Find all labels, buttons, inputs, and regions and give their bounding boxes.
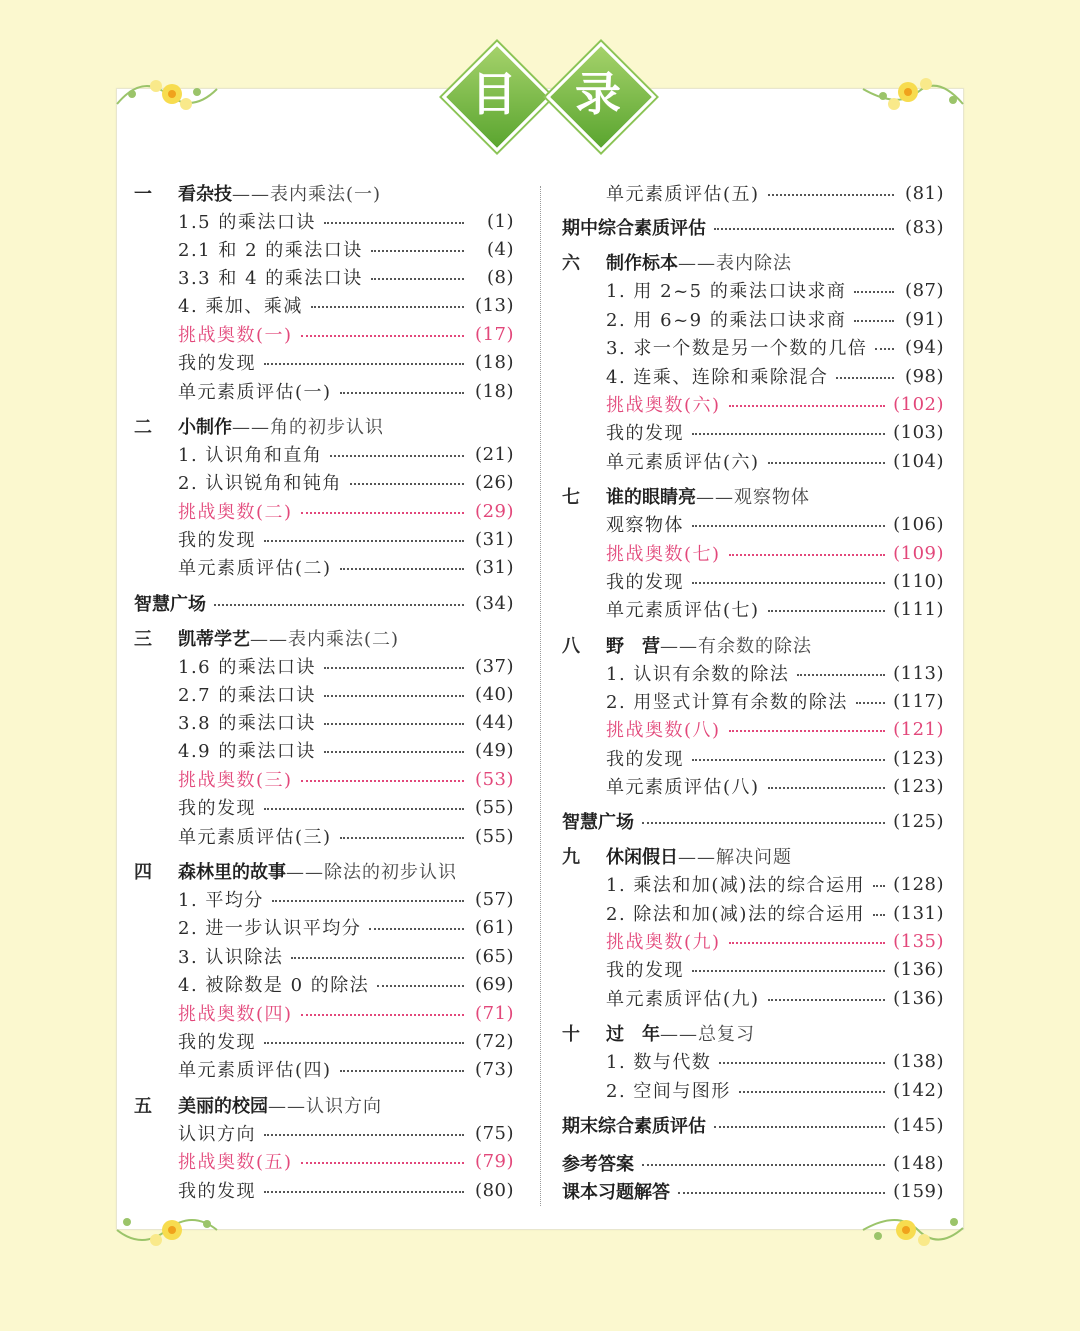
dot-leader <box>301 512 464 514</box>
toc-entry[interactable] <box>606 418 944 446</box>
toc-entry-label: 4. 连乘、连除和乘除混合 <box>606 367 829 388</box>
dot-leader <box>692 759 885 761</box>
dot-leader <box>324 751 464 753</box>
toc-entry[interactable] <box>178 1176 514 1204</box>
toc-entry-label: 3.3 和 4 的乘法口诀 <box>178 268 363 289</box>
chapter-subtitle: ——认识方向 <box>268 1096 382 1117</box>
toc-entry[interactable] <box>178 207 514 235</box>
toc-entry[interactable] <box>606 899 944 927</box>
toc-entry-challenge[interactable] <box>178 765 514 793</box>
toc-chapter-heading[interactable] <box>562 842 944 870</box>
toc-entry[interactable] <box>606 1076 944 1104</box>
page-number: (17) <box>475 323 514 345</box>
page-number: (79) <box>475 1150 514 1172</box>
chapter-subtitle: ——角的初步认识 <box>232 417 384 438</box>
toc-entry-label: 单元素质评估(九) <box>606 989 760 1010</box>
toc-entry[interactable] <box>606 1047 944 1075</box>
dot-leader <box>340 837 464 839</box>
page-number: (113) <box>893 662 944 684</box>
toc-chapter-heading[interactable] <box>562 482 944 510</box>
page-number: (138) <box>893 1050 944 1072</box>
chapter-subtitle: ——解决问题 <box>678 847 792 868</box>
page-number: (136) <box>893 958 944 980</box>
page-number: (69) <box>475 973 514 995</box>
toc-entry-label: 期末综合素质评估 <box>562 1116 706 1137</box>
toc-entry-special[interactable] <box>562 1149 944 1177</box>
page-number: (61) <box>475 916 514 938</box>
dot-leader <box>264 1042 464 1044</box>
dot-leader <box>330 455 464 457</box>
toc-entry-label: 挑战奥数(四) <box>178 1004 293 1025</box>
toc-entry-label: 1. 用 2~5 的乘法口诀求商 <box>606 281 847 302</box>
page-number: (131) <box>893 902 944 924</box>
toc-entry-label: 2. 进一步认识平均分 <box>178 918 362 939</box>
chapter-subtitle: ——表内乘法(一) <box>232 184 382 205</box>
dot-leader <box>768 462 886 464</box>
dot-leader <box>873 914 885 916</box>
dot-leader <box>692 433 885 435</box>
page-number: (26) <box>475 471 514 493</box>
page-number: (55) <box>475 825 514 847</box>
toc-entry-label: 1. 平均分 <box>178 890 264 911</box>
dot-leader <box>768 787 886 789</box>
title-diamond <box>552 48 644 140</box>
dot-leader <box>340 1070 464 1072</box>
dot-leader <box>768 610 886 612</box>
toc-entry-label: 1. 数与代数 <box>606 1052 712 1073</box>
toc-entry-label: 1. 认识角和直角 <box>178 445 323 466</box>
chapter-number: 四 <box>134 862 152 883</box>
dot-leader <box>264 363 464 365</box>
dot-leader <box>729 405 886 407</box>
dot-leader <box>264 808 464 810</box>
title-char: 目 <box>471 67 517 121</box>
dot-leader <box>692 970 885 972</box>
toc-entry-label: 1.6 的乘法口诀 <box>178 657 316 678</box>
page-number: (83) <box>905 216 944 238</box>
toc-entry-label: 3.8 的乘法口诀 <box>178 713 316 734</box>
page-number: (81) <box>905 182 944 204</box>
dot-leader <box>291 957 464 959</box>
toc-entry-label: 我的发现 <box>606 960 684 981</box>
toc-entry[interactable] <box>606 276 944 304</box>
dot-leader <box>350 483 464 485</box>
chapter-number: 一 <box>134 184 152 205</box>
toc-entry-challenge[interactable] <box>606 390 944 418</box>
toc-chapter-heading[interactable] <box>134 412 514 440</box>
page-number: (148) <box>893 1152 944 1174</box>
toc-entry-label: 挑战奥数(三) <box>178 770 293 791</box>
column-divider <box>540 186 541 1206</box>
page-number: (142) <box>893 1079 944 1101</box>
toc-entry-label: 挑战奥数(六) <box>606 395 721 416</box>
dot-leader <box>692 582 885 584</box>
toc-entry-label: 单元素质评估(五) <box>606 184 760 205</box>
toc-entry-label: 单元素质评估(六) <box>606 452 760 473</box>
page-number: (1) <box>487 210 514 232</box>
toc-entry[interactable] <box>606 510 944 538</box>
toc-entry[interactable] <box>178 1055 514 1083</box>
toc-chapter-heading[interactable] <box>134 1091 514 1119</box>
dot-leader <box>642 1164 885 1166</box>
dot-leader <box>272 900 464 902</box>
dot-leader <box>324 222 464 224</box>
chapter-subtitle: ——总复习 <box>660 1024 755 1045</box>
toc-entry-label: 我的发现 <box>178 353 256 374</box>
toc-entry-label: 4. 乘加、乘减 <box>178 296 303 317</box>
toc-entry-label: 2.7 的乘法口诀 <box>178 685 316 706</box>
toc-entry[interactable] <box>606 870 944 898</box>
toc-entry-label: 单元素质评估(八) <box>606 777 760 798</box>
dot-leader <box>873 885 885 887</box>
dot-leader <box>797 674 885 676</box>
page-number: (111) <box>893 598 944 620</box>
toc-chapter-heading[interactable] <box>134 857 514 885</box>
toc-entry-label: 我的发现 <box>178 1181 256 1202</box>
toc-entry-label: 我的发现 <box>178 530 256 551</box>
page-number: (65) <box>475 945 514 967</box>
toc-entry-label: 挑战奥数(九) <box>606 932 721 953</box>
page-number: (31) <box>475 528 514 550</box>
toc-entry[interactable] <box>178 1027 514 1055</box>
page-number: (159) <box>893 1180 944 1202</box>
page-number: (104) <box>893 450 944 472</box>
toc-entry-label: 我的发现 <box>178 798 256 819</box>
toc-entry-label: 课本习题解答 <box>562 1182 670 1203</box>
page-number: (4) <box>487 238 514 260</box>
toc-entry-label: 4. 被除数是 0 的除法 <box>178 975 370 996</box>
toc-entry-label: 单元素质评估(二) <box>178 558 332 579</box>
page-number: (18) <box>475 380 514 402</box>
chapter-number: 七 <box>562 487 580 508</box>
toc-entry[interactable] <box>178 913 514 941</box>
page-number: (103) <box>893 421 944 443</box>
toc-entry-challenge[interactable] <box>178 497 514 525</box>
page-number: (121) <box>893 718 944 740</box>
page-number: (49) <box>475 739 514 761</box>
toc-entry[interactable] <box>178 468 514 496</box>
toc-entry-challenge[interactable] <box>178 999 514 1027</box>
dot-leader <box>311 306 464 308</box>
chapter-title: 凯蒂学艺 <box>178 629 250 650</box>
page-number: (44) <box>475 711 514 733</box>
chapter-title: 休闲假日 <box>606 847 678 868</box>
toc-entry[interactable] <box>178 942 514 970</box>
toc-entry-label: 3. 求一个数是另一个数的几倍 <box>606 338 868 359</box>
page-number: (106) <box>893 513 944 535</box>
dot-leader <box>729 942 886 944</box>
toc-entry-label: 4.9 的乘法口诀 <box>178 741 316 762</box>
toc-entry-challenge[interactable] <box>606 715 944 743</box>
page-number: (34) <box>475 592 514 614</box>
toc-entry-challenge[interactable] <box>606 927 944 955</box>
dot-leader <box>854 320 894 322</box>
chapter-subtitle: ——观察物体 <box>696 487 810 508</box>
toc-chapter-heading[interactable] <box>134 179 514 207</box>
toc-entry[interactable] <box>178 1119 514 1147</box>
toc-chapter-heading[interactable] <box>562 1019 944 1047</box>
page-number: (29) <box>475 500 514 522</box>
toc-entry-special[interactable] <box>562 213 944 241</box>
toc-entry[interactable] <box>606 772 944 800</box>
page-number: (73) <box>475 1058 514 1080</box>
toc-entry-challenge[interactable] <box>178 320 514 348</box>
dot-leader <box>301 780 464 782</box>
toc-entry-special[interactable] <box>562 1177 944 1205</box>
toc-entry[interactable] <box>178 348 514 376</box>
toc-entry-label: 2.1 和 2 的乘法口诀 <box>178 240 363 261</box>
toc-entry-label: 挑战奥数(五) <box>178 1152 293 1173</box>
dot-leader <box>324 723 464 725</box>
toc-entry-label: 单元素质评估(一) <box>178 382 332 403</box>
toc-entry-special[interactable] <box>134 589 514 617</box>
chapter-title: 制作标本 <box>606 253 678 274</box>
toc-entry[interactable] <box>606 567 944 595</box>
toc-entry[interactable] <box>178 680 514 708</box>
page-number: (128) <box>893 873 944 895</box>
page-number: (21) <box>475 443 514 465</box>
toc-entry[interactable] <box>178 793 514 821</box>
page-number: (91) <box>905 308 944 330</box>
toc-entry-label: 2. 用 6~9 的乘法口诀求商 <box>606 310 847 331</box>
toc-entry[interactable] <box>606 362 944 390</box>
page-number: (37) <box>475 655 514 677</box>
dot-leader <box>678 1192 885 1194</box>
toc-entry-label: 2. 除法和加(减)法的综合运用 <box>606 904 865 925</box>
toc-entry-label: 挑战奥数(八) <box>606 720 721 741</box>
dot-leader <box>301 335 464 337</box>
toc-entry-label: 我的发现 <box>606 749 684 770</box>
toc-entry-label: 智慧广场 <box>562 812 634 833</box>
toc-entry[interactable] <box>178 652 514 680</box>
dot-leader <box>856 702 885 704</box>
page-number: (87) <box>905 279 944 301</box>
dot-leader <box>714 228 894 230</box>
page-number: (109) <box>893 542 944 564</box>
chapter-subtitle: ——表内除法 <box>678 253 792 274</box>
dot-leader <box>340 392 464 394</box>
toc-entry[interactable] <box>178 235 514 263</box>
toc-entry[interactable] <box>178 822 514 850</box>
toc-chapter-heading[interactable] <box>562 248 944 276</box>
page-number: (117) <box>893 690 944 712</box>
dot-leader <box>719 1062 885 1064</box>
chapter-number: 十 <box>562 1024 580 1045</box>
dot-leader <box>729 730 886 732</box>
dot-leader <box>264 540 464 542</box>
dot-leader <box>264 1134 464 1136</box>
toc-entry-label: 单元素质评估(四) <box>178 1060 332 1081</box>
page-number: (13) <box>475 294 514 316</box>
chapter-title: 小制作 <box>178 417 232 438</box>
page-number: (125) <box>893 810 944 832</box>
dot-leader <box>340 568 464 570</box>
toc-entry-label: 单元素质评估(七) <box>606 600 760 621</box>
chapter-title: 过 年 <box>606 1024 660 1045</box>
title-diamond <box>448 48 540 140</box>
toc-entry[interactable] <box>178 377 514 405</box>
dot-leader <box>836 377 894 379</box>
dot-leader <box>768 194 894 196</box>
toc-entry[interactable] <box>178 970 514 998</box>
toc-entry[interactable] <box>606 447 944 475</box>
toc-entry[interactable] <box>606 659 944 687</box>
dot-leader <box>739 1091 885 1093</box>
toc-entry-label: 参考答案 <box>562 1154 634 1175</box>
page-number: (31) <box>475 556 514 578</box>
toc-entry-challenge[interactable] <box>606 539 944 567</box>
toc-entry[interactable] <box>606 305 944 333</box>
dot-leader <box>371 250 464 252</box>
toc-entry-label: 2. 用竖式计算有余数的除法 <box>606 692 848 713</box>
toc-entry-special[interactable] <box>562 807 944 835</box>
page-number: (75) <box>475 1122 514 1144</box>
dot-leader <box>854 291 894 293</box>
dot-leader <box>642 822 885 824</box>
toc-entry-label: 挑战奥数(二) <box>178 502 293 523</box>
dot-leader <box>214 604 464 606</box>
page-number: (71) <box>475 1002 514 1024</box>
toc-chapter-heading[interactable] <box>134 624 514 652</box>
toc-entry-label: 1. 认识有余数的除法 <box>606 664 790 685</box>
dot-leader <box>369 928 464 930</box>
chapter-number: 八 <box>562 636 580 657</box>
toc-entry[interactable] <box>606 687 944 715</box>
page-title <box>444 44 654 144</box>
flower-vine-icon <box>112 1200 222 1260</box>
dot-leader <box>301 1014 464 1016</box>
page-number: (110) <box>893 570 944 592</box>
chapter-number: 三 <box>134 629 152 650</box>
toc-entry-label: 3. 认识除法 <box>178 947 284 968</box>
dot-leader <box>875 348 894 350</box>
toc-entry[interactable] <box>606 955 944 983</box>
toc-entry-label: 单元素质评估(三) <box>178 827 332 848</box>
toc-entry[interactable] <box>606 984 944 1012</box>
page-number: (94) <box>905 336 944 358</box>
chapter-number: 九 <box>562 847 580 868</box>
flower-vine-icon <box>112 64 222 124</box>
toc-entry[interactable] <box>606 333 944 361</box>
dot-leader <box>377 985 464 987</box>
toc-entry-label: 观察物体 <box>606 515 684 536</box>
page-number: (18) <box>475 351 514 373</box>
chapter-title: 美丽的校园 <box>178 1096 268 1117</box>
toc-entry-label: 挑战奥数(七) <box>606 544 721 565</box>
dot-leader <box>301 1162 464 1164</box>
page-number: (102) <box>893 393 944 415</box>
chapter-title: 野 营 <box>606 636 660 657</box>
toc-entry[interactable] <box>178 525 514 553</box>
page-number: (40) <box>475 683 514 705</box>
dot-leader <box>324 667 464 669</box>
dot-leader <box>264 1191 464 1193</box>
chapter-title: 谁的眼睛亮 <box>606 487 696 508</box>
page-number: (53) <box>475 768 514 790</box>
chapter-subtitle: ——有余数的除法 <box>660 636 812 657</box>
toc-entry-label: 1.5 的乘法口诀 <box>178 212 316 233</box>
toc-entry[interactable] <box>178 440 514 468</box>
dot-leader <box>371 278 464 280</box>
chapter-title: 森林里的故事 <box>178 862 286 883</box>
toc-entry[interactable] <box>178 736 514 764</box>
toc-entry[interactable] <box>606 595 944 623</box>
toc-entry-label: 我的发现 <box>606 423 684 444</box>
chapter-number: 二 <box>134 417 152 438</box>
toc-entry[interactable] <box>178 291 514 319</box>
toc-entry-label: 智慧广场 <box>134 594 206 615</box>
flower-vine-icon <box>858 64 968 124</box>
page-number: (80) <box>475 1179 514 1201</box>
dot-leader <box>324 695 464 697</box>
page-number: (72) <box>475 1030 514 1052</box>
page-number: (123) <box>893 775 944 797</box>
toc-entry[interactable] <box>178 885 514 913</box>
page-number: (8) <box>487 266 514 288</box>
toc-entry-label: 我的发现 <box>178 1032 256 1053</box>
page-number: (135) <box>893 930 944 952</box>
page-number: (55) <box>475 796 514 818</box>
toc-entry[interactable] <box>178 263 514 291</box>
page-number: (57) <box>475 888 514 910</box>
toc-entry-label: 2. 空间与图形 <box>606 1081 731 1102</box>
toc-entry[interactable] <box>606 179 944 207</box>
dot-leader <box>729 554 886 556</box>
toc-entry-label: 2. 认识锐角和钝角 <box>178 473 342 494</box>
page-number: (123) <box>893 747 944 769</box>
flower-vine-icon <box>858 1200 968 1260</box>
toc-entry-label: 我的发现 <box>606 572 684 593</box>
toc-entry-label: 挑战奥数(一) <box>178 325 293 346</box>
page-number: (136) <box>893 987 944 1009</box>
dot-leader <box>692 525 885 527</box>
toc-entry-label: 期中综合素质评估 <box>562 218 706 239</box>
toc-entry[interactable] <box>178 708 514 736</box>
toc-entry-label: 1. 乘法和加(减)法的综合运用 <box>606 875 865 896</box>
page-number: (98) <box>905 365 944 387</box>
toc-entry[interactable] <box>606 744 944 772</box>
page-number: (145) <box>893 1114 944 1136</box>
toc-entry[interactable] <box>178 553 514 581</box>
toc-entry-label: 认识方向 <box>178 1124 256 1145</box>
toc-entry-challenge[interactable] <box>178 1147 514 1175</box>
chapter-subtitle: ——表内乘法(二) <box>250 629 400 650</box>
toc-entry-special[interactable] <box>562 1111 944 1139</box>
dot-leader <box>768 999 886 1001</box>
chapter-number: 六 <box>562 253 580 274</box>
toc-chapter-heading[interactable] <box>562 631 944 659</box>
chapter-subtitle: ——除法的初步认识 <box>286 862 457 883</box>
chapter-number: 五 <box>134 1096 152 1117</box>
title-char: 录 <box>575 67 621 121</box>
dot-leader <box>714 1126 885 1128</box>
chapter-title: 看杂技 <box>178 184 232 205</box>
